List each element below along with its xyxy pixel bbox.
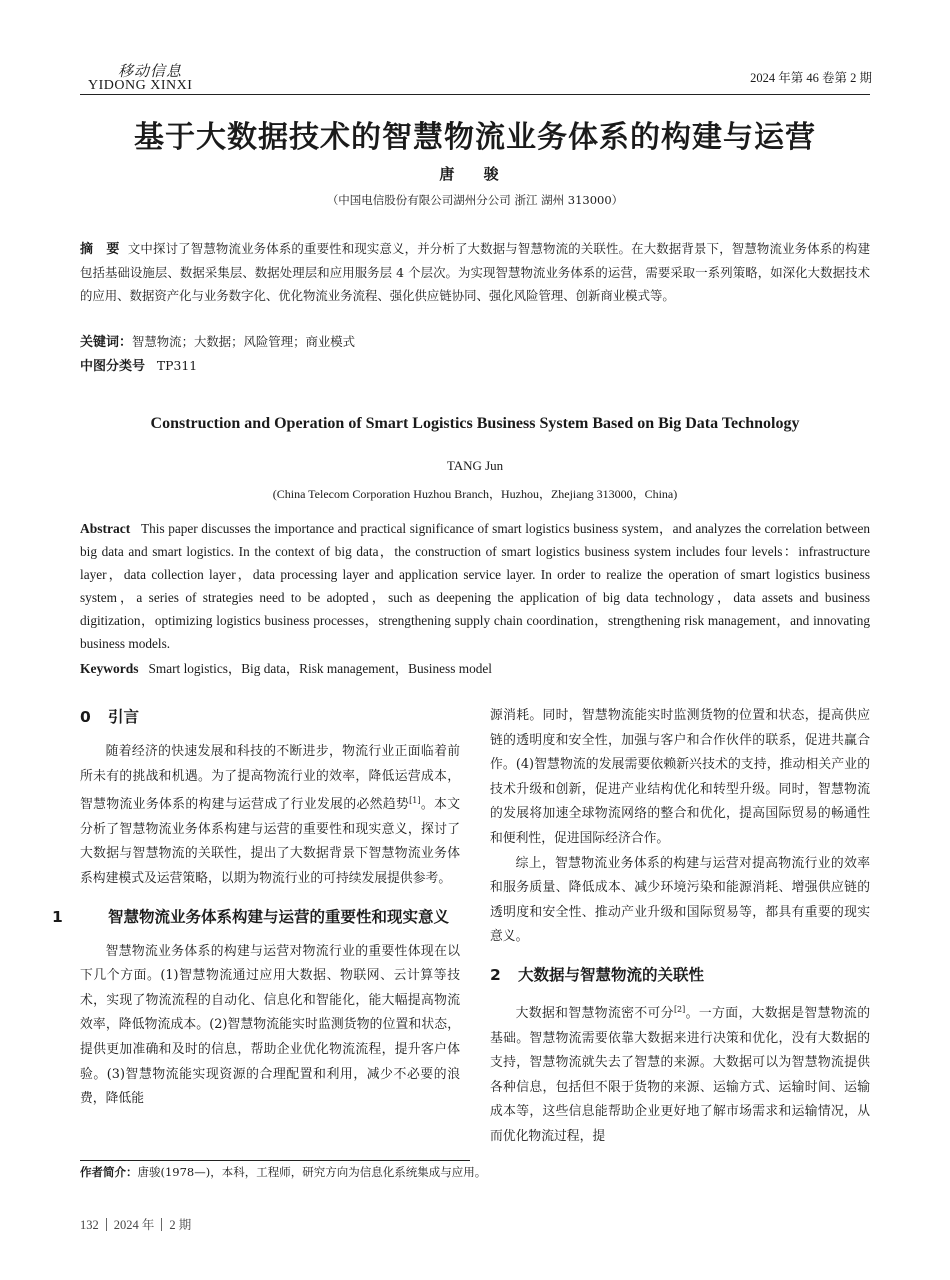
abstract-en bbox=[80, 518, 870, 655]
author-bio-footnote bbox=[80, 1164, 486, 1180]
section-1-title: 智慧物流业务体系构建与运营的重要性和现实意义 bbox=[108, 907, 450, 926]
keywords-en-label: Keywords bbox=[80, 661, 139, 676]
page-number: 132 bbox=[80, 1218, 99, 1232]
section-0-heading bbox=[80, 704, 460, 730]
abstract-cn-label: 摘 要 bbox=[80, 242, 120, 257]
citation-2: [2] bbox=[673, 1004, 686, 1014]
journal-name-cn: 移动信息 bbox=[118, 62, 183, 80]
paper-title-en: Construction and Operation of Smart Logistics Business System Based on Big Data Technology bbox=[150, 415, 800, 432]
classification-code: TP311 bbox=[156, 358, 198, 373]
author-en: TANG Jun bbox=[446, 458, 504, 473]
section-0-title: 引言 bbox=[108, 708, 140, 726]
abstract-en-label: Abstract bbox=[80, 521, 131, 536]
keywords-cn-text: 智慧物流；大数据；风险管理；商业模式 bbox=[132, 334, 356, 349]
s0-text-a: 随着经济的快速发展和科技的不断进步，物流行业正面临着前所未有的挑战和机遇。为了提高物流行业的效率，降低运营成本，智慧物流业务体系的构建与运营成了行业发展的必然趋势 bbox=[80, 744, 460, 813]
section-1-paragraph-cont: 源消耗。同时，智慧物流能实时监测货物的位置和状态，提高供应链的透明度和安全性，加强与客户和合作伙伴的联系，促进共赢合作。(4)智慧物流的发展需要依赖新兴技术的支持，推动相关产业的技术升级和创新，促进产业结构优化和转型升级。同时，智慧物流的发展将加速全球物流网络的整合和优化，提高国际贸易的畅通性和便利性，促进国际经济合作。 bbox=[490, 708, 870, 846]
footer-issue: 2 期 bbox=[169, 1218, 192, 1232]
classification-label: 中图分类号 bbox=[80, 359, 146, 374]
section-1-paragraph: 智慧物流业务体系的构建与运营对物流行业的重要性体现在以下几个方面。(1)智慧物流通过应用大数据、物联网、云计算等技术，实现了物流流程的自动化、信息化和智能化，能大幅提高物流效率，降低物流成本。(2)智慧物流能实时监测货物的位置和状态，提供更加准确和及时的信息，帮助企业优化物流流程，提升客户体验。(3)智慧物流能实现资源的合理配置和利用，减少不必要的浪费，降低能 bbox=[80, 943, 460, 1107]
author: 唐 骏 bbox=[439, 165, 511, 183]
keywords-en-text: Smart logistics，Big data，Risk management，Business model bbox=[148, 661, 492, 676]
paper-title: 基于大数据技术的智慧物流业务体系的构建与运营 bbox=[134, 120, 816, 155]
section-1-heading bbox=[52, 904, 460, 930]
s2-text-b: 。一方面，大数据是智慧物流的基础。智慧物流需要依靠大数据来进行决策和优化，没有大数据的支持，智慧物流就失去了智慧的来源。大数据可以为智慧物流提供各种信息，包括但不限于货物的来源、运输方式、运输时间、运输成本等，这些信息能帮助企业更好地了解市场需求和运输情况，从而优化物流过程，提 bbox=[490, 1005, 871, 1144]
classification bbox=[80, 355, 197, 374]
column-left bbox=[52, 704, 461, 1112]
column-right bbox=[490, 704, 870, 1150]
footnote-label: 作者简介： bbox=[80, 1165, 138, 1179]
footnote-text: 唐骏(1978—)，本科，工程师，研究方向为信息化系统集成与应用。 bbox=[137, 1165, 487, 1179]
section-0-number: 0 bbox=[80, 708, 91, 726]
section-2-number: 2 bbox=[490, 965, 501, 984]
section-2-title: 大数据与智慧物流的关联性 bbox=[518, 965, 705, 984]
keywords-en bbox=[80, 658, 492, 677]
keywords-cn bbox=[80, 331, 355, 350]
section-2-paragraph bbox=[490, 998, 870, 1150]
affiliation-en: (China Telecom Corporation Huzhou Branch，Huzhou，Zhejiang 313000，China) bbox=[272, 487, 678, 501]
section-0-paragraph bbox=[80, 740, 460, 892]
issue-info: 2024 年第 46 卷第 2 期 bbox=[750, 71, 872, 85]
footer-separator bbox=[106, 1218, 107, 1231]
section-1-paragraph-2: 综上，智慧物流业务体系的构建与运营对提高物流行业的效率和服务质量、降低成本、减少环境污染和能源消耗、增强供应链的透明度和安全性、推动产业升级和国际贸易等，都具有重要的现实意义。 bbox=[490, 855, 870, 945]
abstract-en-text: This paper discusses the importance and practical significance of smart logistics business system，and analyzes the correlation between big data and smart logistics. In the context of big data，the construction of smart logistics business system includes four levels：infrastructure layer，data collection layer，data processing layer and application service layer. In order to realize the operation of smart logistics business system，a series of strategies need to be adopted，such as deepening the application of big data technology，data assets and business digitization，optimizing logistics business processes，strengthening supply chain coordination，strengthening risk management，and innovating business models. bbox=[80, 521, 870, 651]
keywords-cn-label: 关键词： bbox=[80, 335, 133, 350]
footnote-rule bbox=[80, 1160, 470, 1161]
footer-year: 2024 年 bbox=[113, 1218, 155, 1232]
citation-1: [1] bbox=[409, 796, 421, 806]
header-rule bbox=[80, 94, 870, 95]
section-2-heading bbox=[490, 962, 870, 988]
section-1-number: 1 bbox=[52, 907, 63, 926]
footer-separator bbox=[161, 1218, 162, 1231]
abstract-cn bbox=[80, 237, 870, 307]
s2-text-a: 大数据和智慧物流密不可分 bbox=[515, 1005, 674, 1021]
journal-name-en: YIDONG XINXI bbox=[88, 78, 193, 93]
s0-text-b: 。本文分析了智慧物流业务体系构建与运营的重要性和现实意义，探讨了大数据与智慧物流的关联性，提出了大数据背景下智慧物流业务体系构建模式及运营策略，以期为物流行业的可持续发展提供参考。 bbox=[80, 797, 461, 886]
page-footer bbox=[80, 1215, 191, 1233]
abstract-cn-text: 文中探讨了智慧物流业务体系的重要性和现实意义，并分析了大数据与智慧物流的关联性。在大数据背景下，智慧物流业务体系的构建包括基础设施层、数据采集层、数据处理层和应用服务层 4 个层次。为实现智慧物流业务体系的运营，需要采取一系列策略，如深化大数据技术的应用、数据资产化与业务数字化、优化物流业务流程、强化供应链协同、强化风险管理、创新商业模式等。 bbox=[80, 241, 870, 303]
affiliation: （中国电信股份有限公司湖州分公司 浙江 湖州 313000） bbox=[326, 193, 624, 207]
